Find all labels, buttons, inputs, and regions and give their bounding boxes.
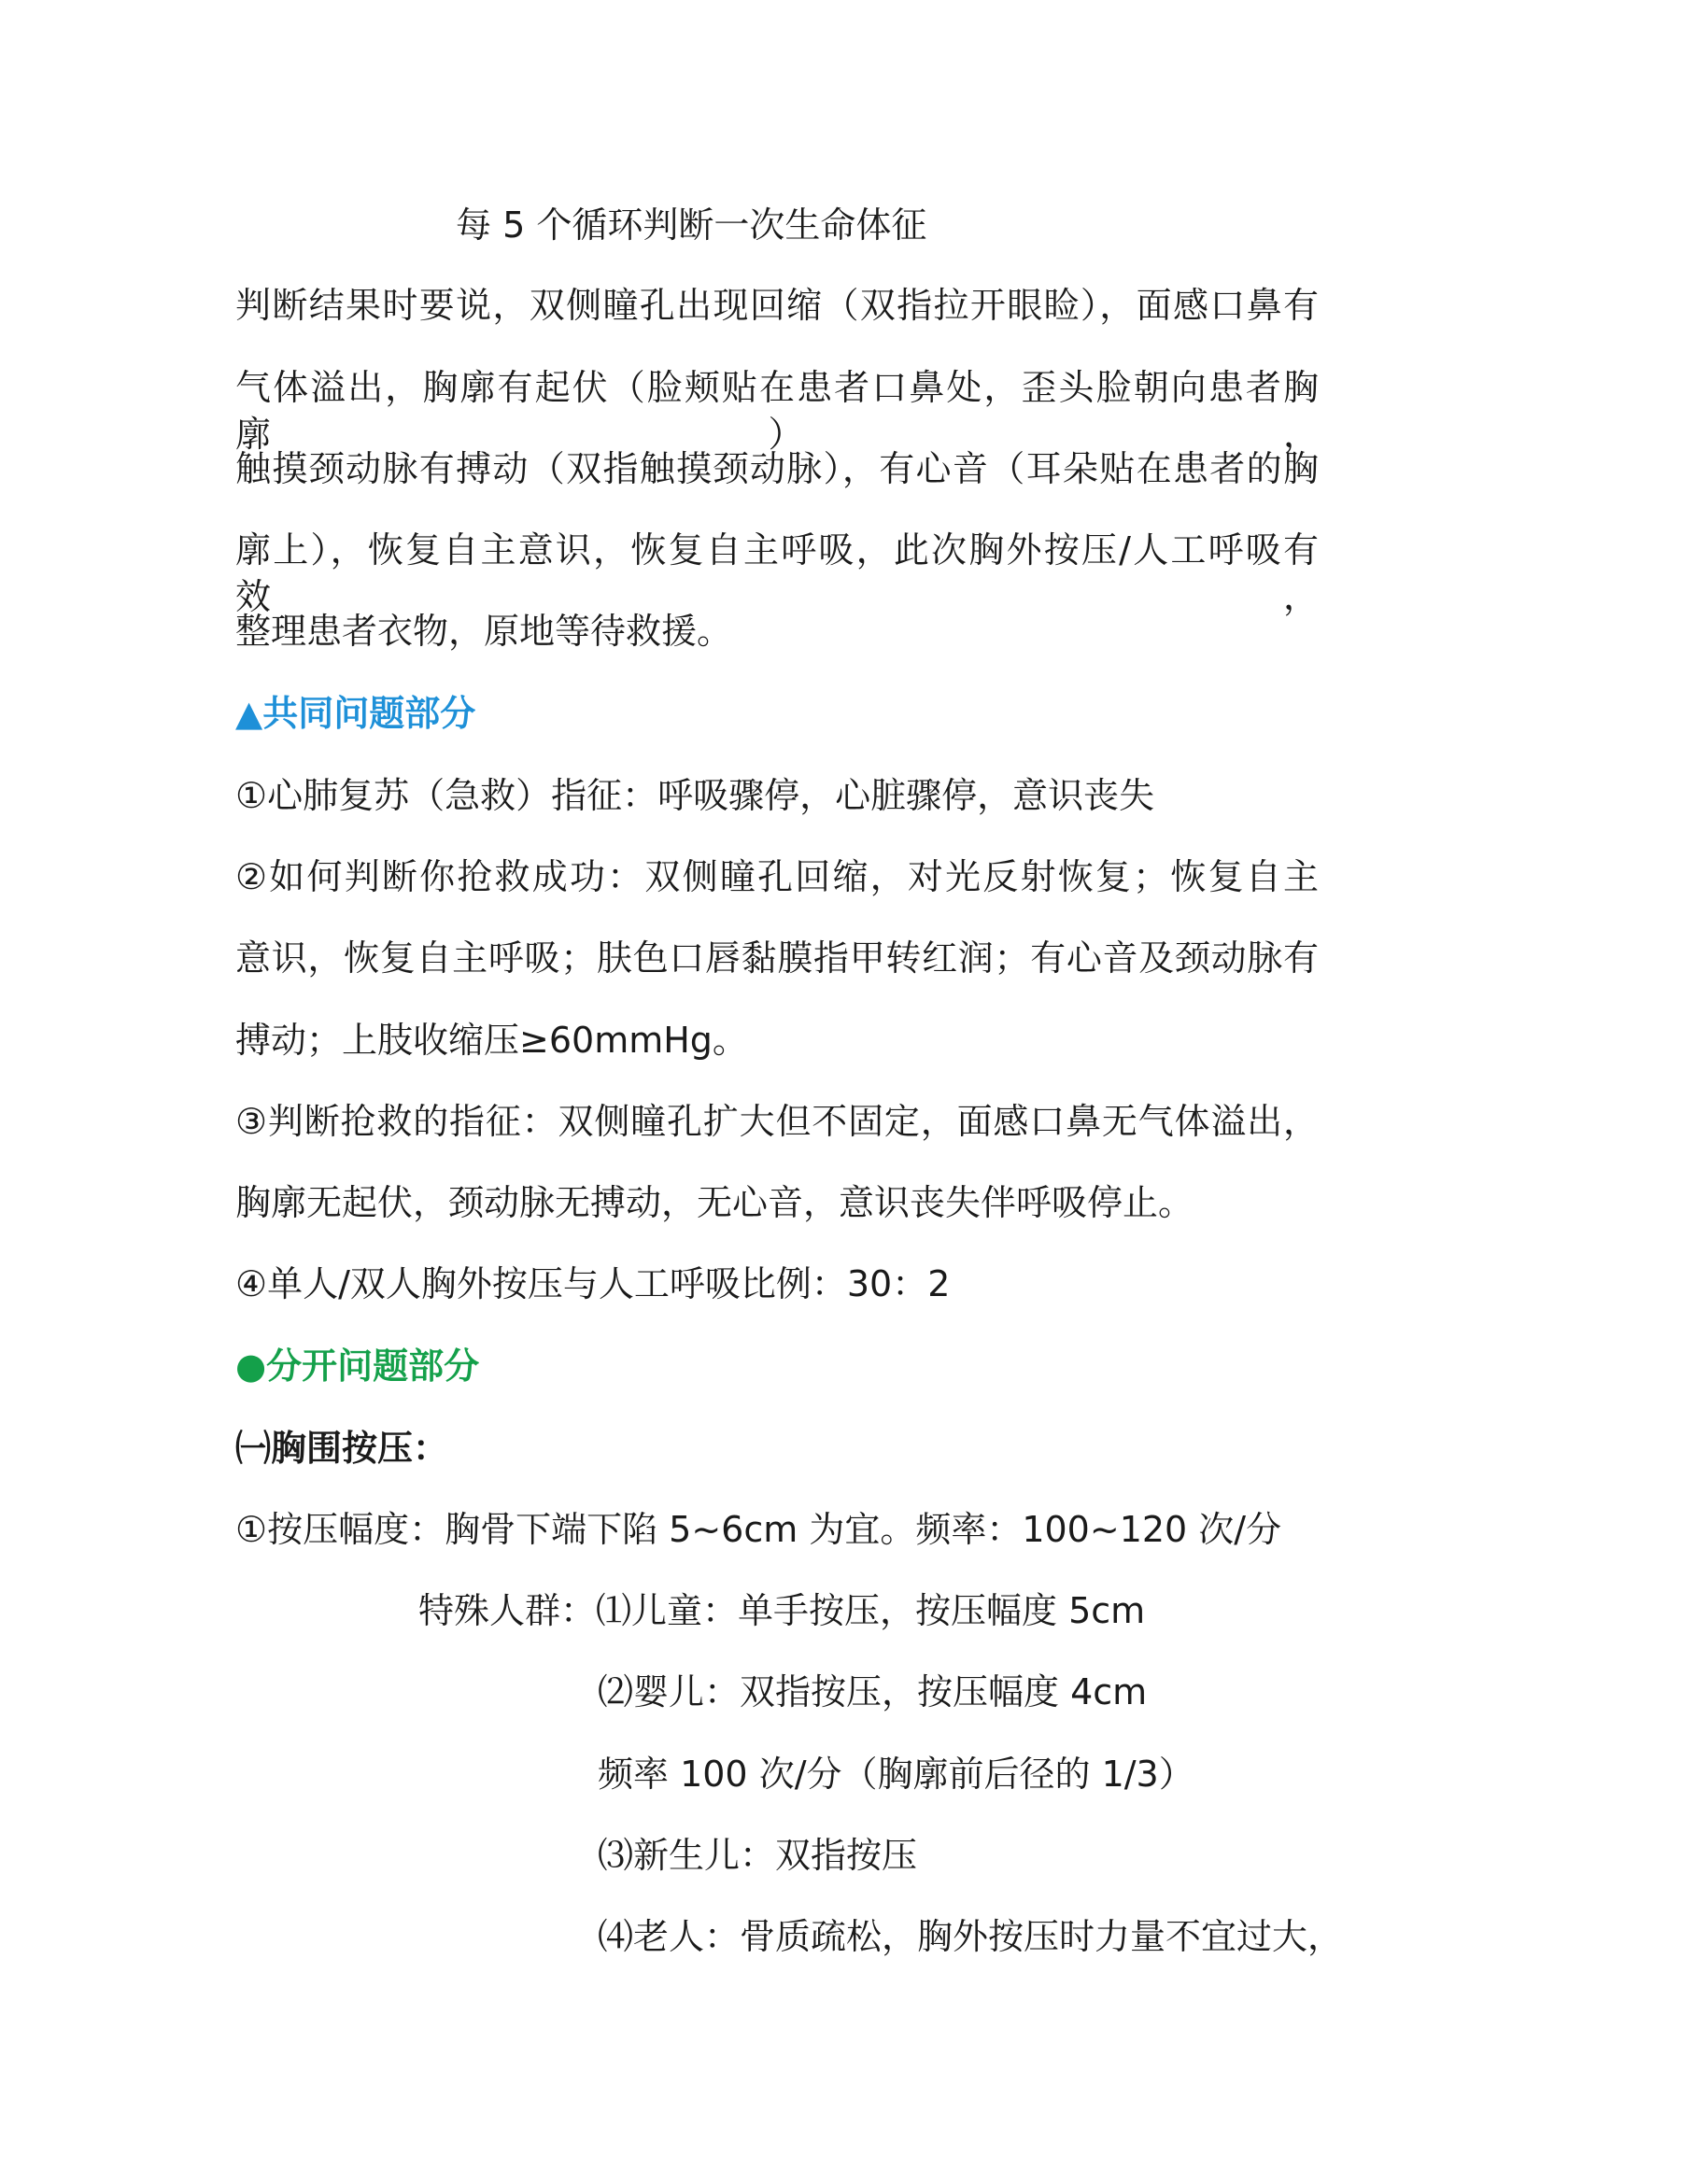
circle-icon: ● bbox=[235, 1346, 267, 1387]
subsection-title: ㈠胸围按压： bbox=[235, 1428, 449, 1469]
special-groups-line: ⑵婴儿：双指按压，按压幅度 4cm bbox=[598, 1671, 1148, 1712]
list-item: ②如何判断你抢救成功：双侧瞳孔回缩，对光反射恢复；恢复自主 bbox=[235, 856, 1319, 897]
common-questions-heading bbox=[235, 690, 1319, 737]
vital-signs-check-line: 每 5 个循环判断一次生命体征 bbox=[456, 204, 927, 246]
list-item-continuation: 搏动；上肢收缩压≥60mmHg。 bbox=[235, 1020, 748, 1061]
triangle-icon: ▲ bbox=[235, 693, 263, 734]
special-groups-line: ⑷老人：骨质疏松，胸外按压时力量不宜过大， bbox=[598, 1916, 1344, 1957]
special-groups-line: 特殊人群：⑴儿童：单手按压，按压幅度 5cm bbox=[418, 1590, 1146, 1631]
special-groups-line: 频率 100 次/分（胸廓前后径的 1/3） bbox=[598, 1754, 1194, 1795]
list-item: ③判断抢救的指征：双侧瞳孔扩大但不固定，面感口鼻无气体溢出， bbox=[235, 1101, 1319, 1142]
paragraph-line: 整理患者衣物，原地等待救援。 bbox=[235, 611, 733, 652]
heading-text: 分开问题部分 bbox=[266, 1346, 480, 1387]
paragraph-line: 判断结果时要说，双侧瞳孔出现回缩（双指拉开眼睑），面感口鼻有 bbox=[235, 285, 1319, 326]
paragraph-line: 气体溢出，胸廓有起伏（脸颊贴在患者口鼻处，歪头脸朝向患者胸廓）， bbox=[235, 367, 1319, 455]
list-item-continuation: 胸廓无起伏，颈动脉无搏动，无心音，意识丧失伴呼吸停止。 bbox=[235, 1182, 1194, 1223]
list-item: ①按压幅度：胸骨下端下陷 5~6cm 为宜。频率：100~120 次/分 bbox=[235, 1509, 1282, 1550]
list-item: ①心肺复苏（急救）指征：呼吸骤停，心脏骤停，意识丧失 bbox=[235, 775, 1155, 816]
special-groups-line: ⑶新生儿：双指按压 bbox=[598, 1835, 918, 1876]
list-item-continuation: 意识，恢复自主呼吸；肤色口唇黏膜指甲转红润；有心音及颈动脉有 bbox=[235, 937, 1319, 979]
list-item: ④单人/双人胸外按压与人工呼吸比例：30：2 bbox=[235, 1263, 951, 1304]
paragraph-line: 廓上），恢复自主意识，恢复自主呼吸，此次胸外按压/人工呼吸有效， bbox=[235, 529, 1319, 617]
separate-questions-heading bbox=[235, 1343, 1319, 1389]
heading-text: 共同问题部分 bbox=[262, 693, 476, 734]
paragraph-line: 触摸颈动脉有搏动（双指触摸颈动脉），有心音（耳朵贴在患者的胸 bbox=[235, 448, 1319, 489]
